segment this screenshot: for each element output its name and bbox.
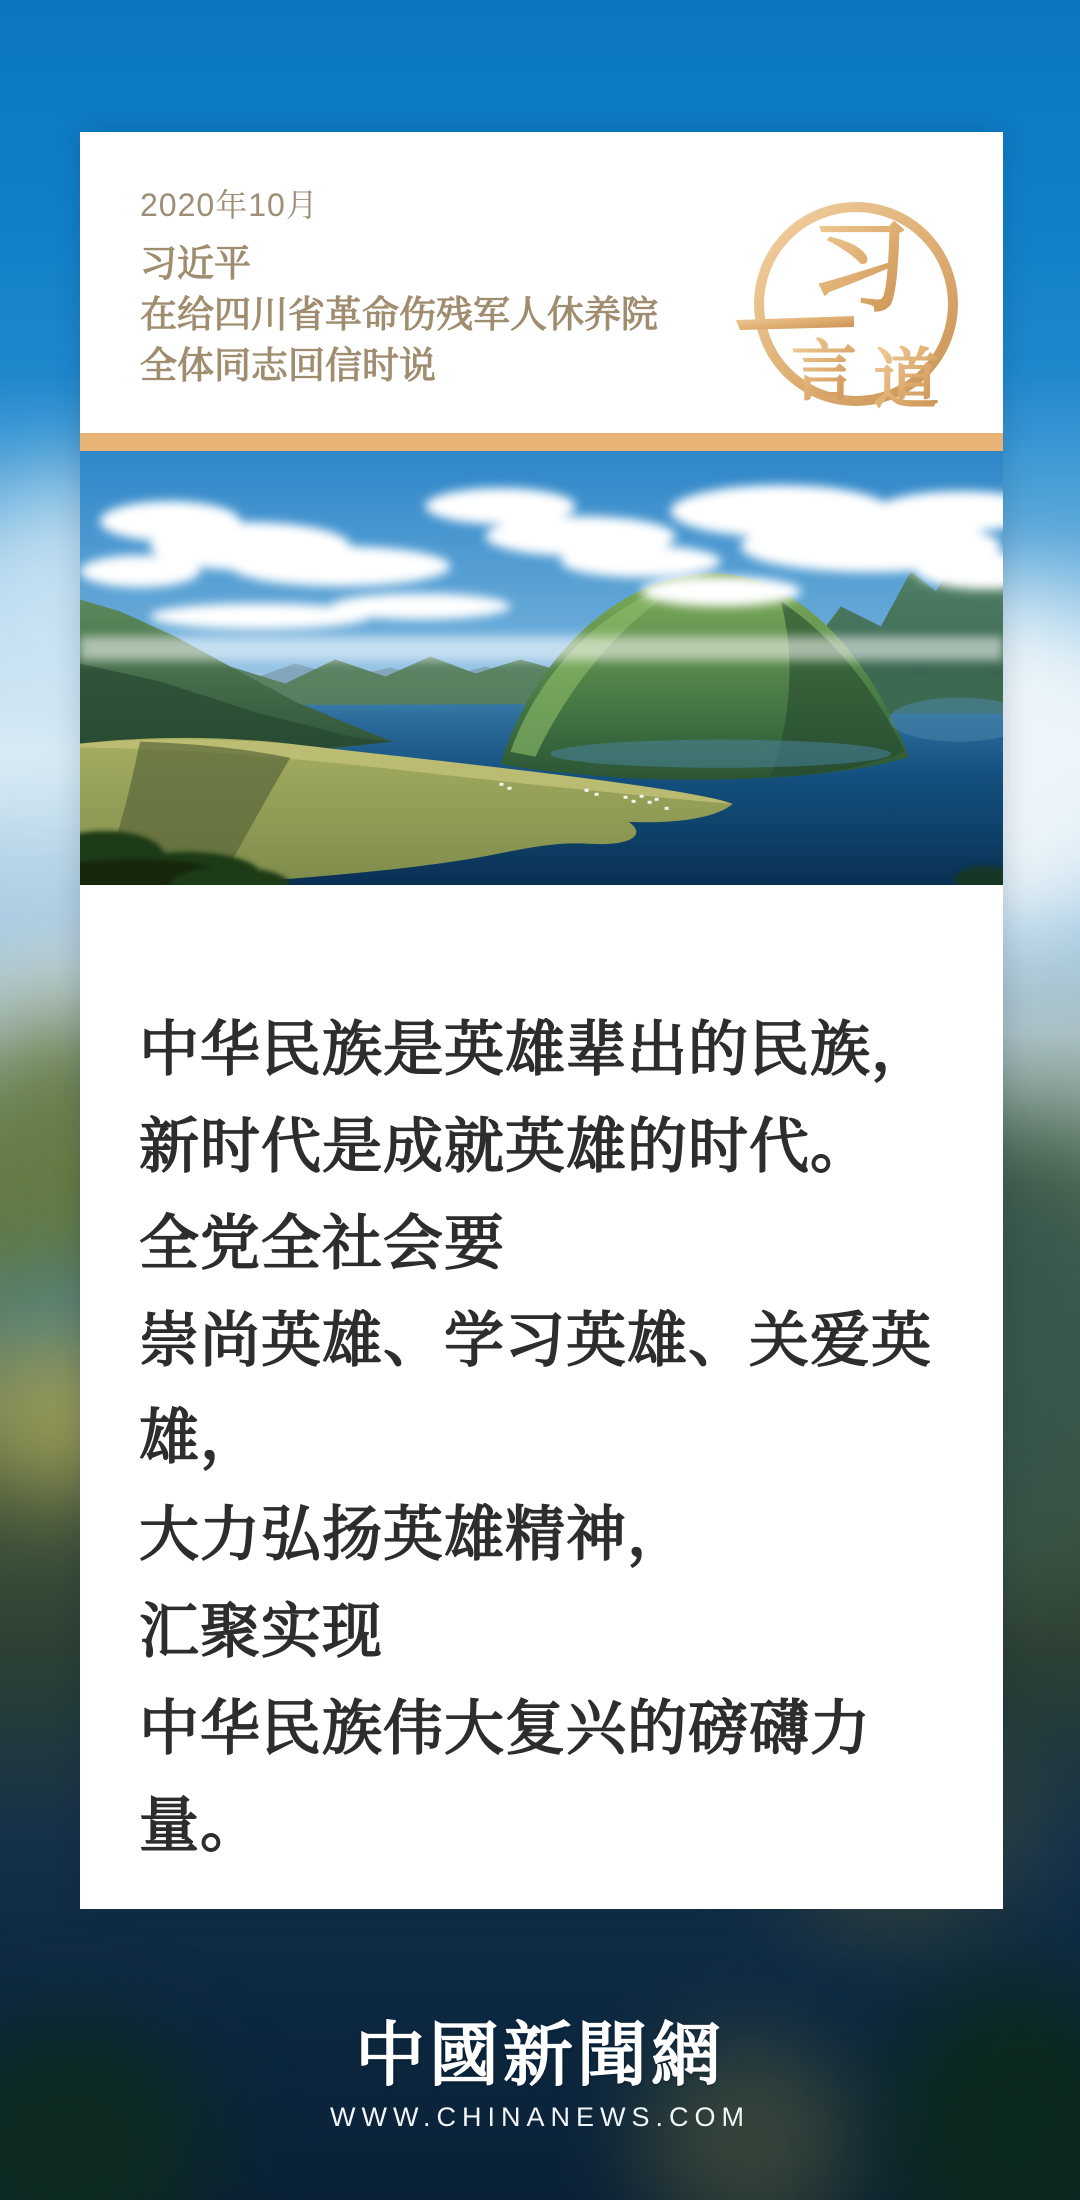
- quote-line: 崇尚英雄、学习英雄、关爱英雄，: [139, 1307, 932, 1471]
- occasion-line-2: 全体同志回信时说: [140, 345, 436, 386]
- lake-landscape-photo: [80, 451, 1003, 885]
- chinanews-url: WWW.CHINANEWS.COM: [330, 2102, 750, 2132]
- chinanews-logo: 中國新聞網: [355, 2013, 725, 2096]
- occasion-line-1: 在给四川省革命伤残军人休养院: [140, 294, 658, 335]
- content-card: [80, 132, 1003, 1909]
- quote-date: 2020年10月: [140, 187, 319, 223]
- accent-bar: [80, 433, 1003, 451]
- quote-line: 大力弘扬英雄精神，: [139, 1501, 688, 1568]
- seal-char-bottom-left: 言: [791, 332, 857, 410]
- footer-branding: [0, 2012, 1080, 2133]
- speaker-name: 习近平: [140, 243, 251, 284]
- quote-line: 汇聚实现: [139, 1598, 383, 1665]
- quote-line: 新时代是成就英雄的时代。: [139, 1113, 871, 1180]
- quote-line: 中华民族伟大复兴的磅礴力量。: [139, 1695, 871, 1859]
- quote-line: 全党全社会要: [139, 1210, 505, 1277]
- photo-water-highlight: [551, 740, 891, 768]
- seal-char-bottom-right: 道: [873, 340, 939, 418]
- quote-attribution: [140, 238, 658, 391]
- xi-yan-dao-seal-icon: [732, 184, 972, 432]
- seal-char-top: 习: [810, 208, 910, 326]
- quote-text: [139, 1001, 959, 1874]
- quote-line: 中华民族是英雄辈出的民族，: [139, 1016, 932, 1083]
